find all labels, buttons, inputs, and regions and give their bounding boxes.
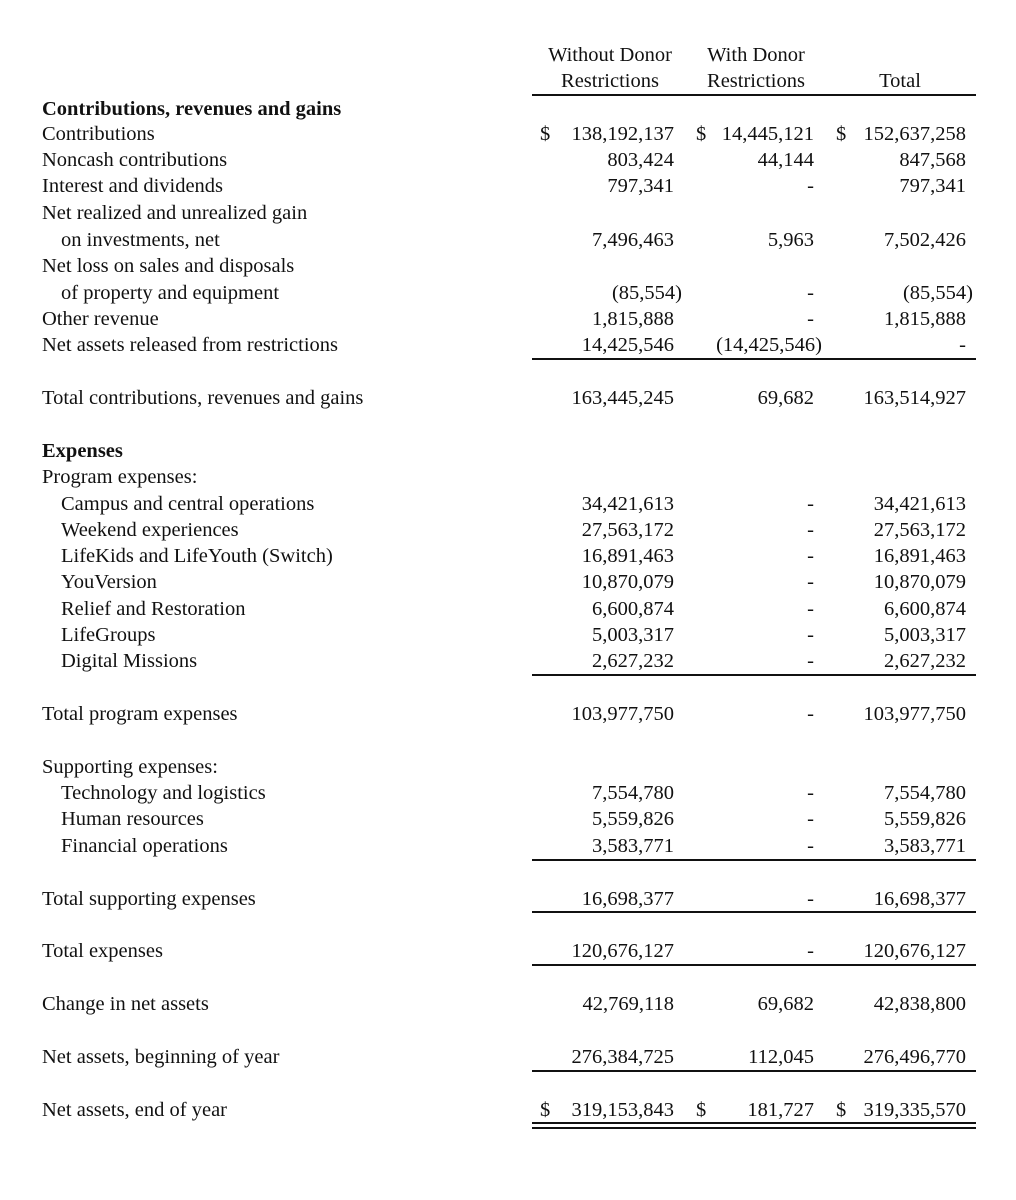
table-row-grand-total [0, 1097, 1016, 1123]
with-donor-value: - [807, 308, 814, 330]
table-row [0, 491, 1016, 517]
total-value: 34,421,613 [873, 493, 966, 515]
row-label: Financial operations [61, 835, 228, 857]
total-value: 27,563,172 [873, 519, 966, 541]
without-donor-value: 16,698,377 [581, 888, 674, 910]
currency-symbol: $ [696, 123, 707, 145]
without-donor-value: 34,421,613 [581, 493, 674, 515]
table-row [0, 648, 1016, 674]
total-value: 10,870,079 [873, 571, 966, 593]
with-donor-value: - [807, 835, 814, 857]
row-label: Noncash contributions [42, 149, 228, 171]
table-row [0, 147, 1016, 173]
total-value: 1,815,888 [884, 308, 966, 330]
table-row [0, 280, 1016, 306]
row-label: Change in net assets [42, 993, 209, 1015]
section-heading-contributions [0, 96, 1016, 122]
without-donor-value: 797,341 [607, 175, 674, 197]
total-value: 3,583,771 [884, 835, 966, 857]
with-donor-value: - [807, 808, 814, 830]
total-value: 16,891,463 [873, 545, 966, 567]
row-label: Net assets released from restrictions [42, 334, 339, 356]
table-row [0, 332, 1016, 358]
subtotal-rule [532, 674, 976, 676]
subtotal-rule [532, 358, 976, 360]
with-donor-value: 44,144 [757, 149, 814, 171]
table-row [0, 1044, 1016, 1070]
without-donor-value: 5,003,317 [592, 624, 674, 646]
without-donor-value: 42,769,118 [582, 993, 674, 1015]
currency-symbol: $ [540, 123, 551, 145]
subsection-heading-supporting [0, 754, 1016, 780]
row-label: of property and equipment [61, 282, 280, 304]
with-donor-value: - [807, 888, 814, 910]
with-donor-value: - [807, 571, 814, 593]
with-donor-value: 14,445,121 [721, 123, 814, 145]
section-label: Contributions, revenues and gains [42, 98, 342, 120]
currency-symbol: $ [836, 1099, 847, 1121]
without-donor-value: 16,891,463 [581, 545, 674, 567]
without-donor-value: (85,554) [611, 282, 682, 304]
total-value: 319,335,570 [863, 1099, 966, 1121]
with-donor-value: - [807, 519, 814, 541]
total-value: - [959, 334, 966, 356]
without-donor-value: 3,583,771 [592, 835, 674, 857]
row-label: YouVersion [61, 571, 157, 593]
column-header-without-donor [540, 42, 680, 96]
table-row [0, 306, 1016, 332]
row-label: on investments, net [61, 229, 220, 251]
row-label: Human resources [61, 808, 204, 830]
row-label: LifeKids and LifeYouth (Switch) [61, 545, 333, 567]
without-donor-value: 120,676,127 [571, 940, 674, 962]
column-header-with-donor [692, 42, 820, 96]
table-row [0, 517, 1016, 543]
row-label: Total contributions, revenues and gains [42, 387, 364, 409]
with-donor-value: 69,682 [757, 993, 814, 1015]
row-label: Interest and dividends [42, 175, 224, 197]
table-row [0, 780, 1016, 806]
column-header-line1 [860, 42, 940, 68]
table-row [0, 991, 1016, 1017]
column-header-line2: Restrictions [707, 70, 805, 92]
total-value: 7,554,780 [884, 782, 966, 804]
with-donor-value: - [807, 493, 814, 515]
row-label: Net assets, beginning of year [42, 1046, 280, 1068]
table-row-total [0, 385, 1016, 411]
column-header-line2: Total [879, 70, 921, 92]
column-header-total [860, 42, 940, 96]
row-label: LifeGroups [61, 624, 156, 646]
with-donor-value: 5,963 [767, 229, 814, 251]
currency-symbol: $ [540, 1099, 551, 1121]
section-label: Supporting expenses: [42, 756, 218, 778]
without-donor-value: 1,815,888 [592, 308, 674, 330]
without-donor-value: 7,554,780 [592, 782, 674, 804]
table-row [0, 569, 1016, 595]
without-donor-value: 10,870,079 [581, 571, 674, 593]
row-label: Other revenue [42, 308, 159, 330]
total-value: 42,838,800 [873, 993, 966, 1015]
section-heading-expenses [0, 438, 1016, 464]
row-label: Net realized and unrealized gain [42, 202, 308, 224]
table-row-total [0, 886, 1016, 912]
subtotal-rule [532, 1070, 976, 1072]
total-value: 16,698,377 [873, 888, 966, 910]
table-row [0, 806, 1016, 832]
without-donor-value: 7,496,463 [592, 229, 674, 251]
table-row [0, 596, 1016, 622]
table-row-label-line1 [0, 253, 1016, 279]
total-value: 6,600,874 [884, 598, 966, 620]
row-label: Digital Missions [61, 650, 198, 672]
row-label: Net assets, end of year [42, 1099, 228, 1121]
double-rule-top [532, 1122, 976, 1124]
with-donor-value: - [807, 545, 814, 567]
section-label: Program expenses: [42, 466, 198, 488]
with-donor-value: 112,045 [748, 1046, 814, 1068]
total-value: 797,341 [899, 175, 966, 197]
row-label: Weekend experiences [61, 519, 239, 541]
total-value: 152,637,258 [863, 123, 966, 145]
table-row-label-line1 [0, 200, 1016, 226]
currency-symbol: $ [836, 123, 847, 145]
total-value: 103,977,750 [863, 703, 966, 725]
column-header-line1: With Donor [707, 44, 805, 66]
table-row-total [0, 938, 1016, 964]
column-header-line1: Without Donor [548, 44, 672, 66]
row-label: Net loss on sales and disposals [42, 255, 295, 277]
without-donor-value: 138,192,137 [571, 123, 674, 145]
total-value: 7,502,426 [884, 229, 966, 251]
row-label: Campus and central operations [61, 493, 315, 515]
without-donor-value: 5,559,826 [592, 808, 674, 830]
total-value: 5,559,826 [884, 808, 966, 830]
with-donor-value: 69,682 [757, 387, 814, 409]
total-value: 5,003,317 [884, 624, 966, 646]
column-header-line2: Restrictions [561, 70, 659, 92]
with-donor-value: - [807, 282, 814, 304]
without-donor-value: 2,627,232 [592, 650, 674, 672]
row-label: Total supporting expenses [42, 888, 256, 910]
without-donor-value: 319,153,843 [571, 1099, 674, 1121]
with-donor-value: - [807, 175, 814, 197]
subtotal-rule [532, 964, 976, 966]
without-donor-value: 276,384,725 [571, 1046, 674, 1068]
total-value: 847,568 [899, 149, 966, 171]
section-label: Expenses [42, 440, 123, 462]
with-donor-value: - [807, 598, 814, 620]
row-label: Total program expenses [42, 703, 238, 725]
without-donor-value: 803,424 [607, 149, 674, 171]
table-row [0, 227, 1016, 253]
subsection-heading-program [0, 464, 1016, 490]
without-donor-value: 14,425,546 [581, 334, 674, 356]
with-donor-value: - [807, 782, 814, 804]
currency-symbol: $ [696, 1099, 707, 1121]
total-value: 2,627,232 [884, 650, 966, 672]
with-donor-value: (14,425,546) [716, 334, 822, 356]
row-label: Contributions [42, 123, 155, 145]
without-donor-value: 163,445,245 [571, 387, 674, 409]
without-donor-value: 6,600,874 [592, 598, 674, 620]
row-label: Technology and logistics [61, 782, 266, 804]
table-row [0, 121, 1016, 147]
table-row [0, 543, 1016, 569]
table-row [0, 833, 1016, 859]
table-row [0, 622, 1016, 648]
row-label: Total expenses [42, 940, 163, 962]
total-value: 276,496,770 [863, 1046, 966, 1068]
with-donor-value: - [807, 624, 814, 646]
with-donor-value: - [807, 650, 814, 672]
table-row [0, 173, 1016, 199]
table-row-total [0, 701, 1016, 727]
double-rule-bottom [532, 1127, 976, 1129]
with-donor-value: 181,727 [747, 1099, 814, 1121]
subtotal-rule [532, 859, 976, 861]
total-value: (85,554) [902, 282, 973, 304]
subtotal-rule [532, 911, 976, 913]
without-donor-value: 103,977,750 [571, 703, 674, 725]
with-donor-value: - [807, 940, 814, 962]
with-donor-value: - [807, 703, 814, 725]
total-value: 163,514,927 [863, 387, 966, 409]
row-label: Relief and Restoration [61, 598, 246, 620]
total-value: 120,676,127 [863, 940, 966, 962]
without-donor-value: 27,563,172 [581, 519, 674, 541]
